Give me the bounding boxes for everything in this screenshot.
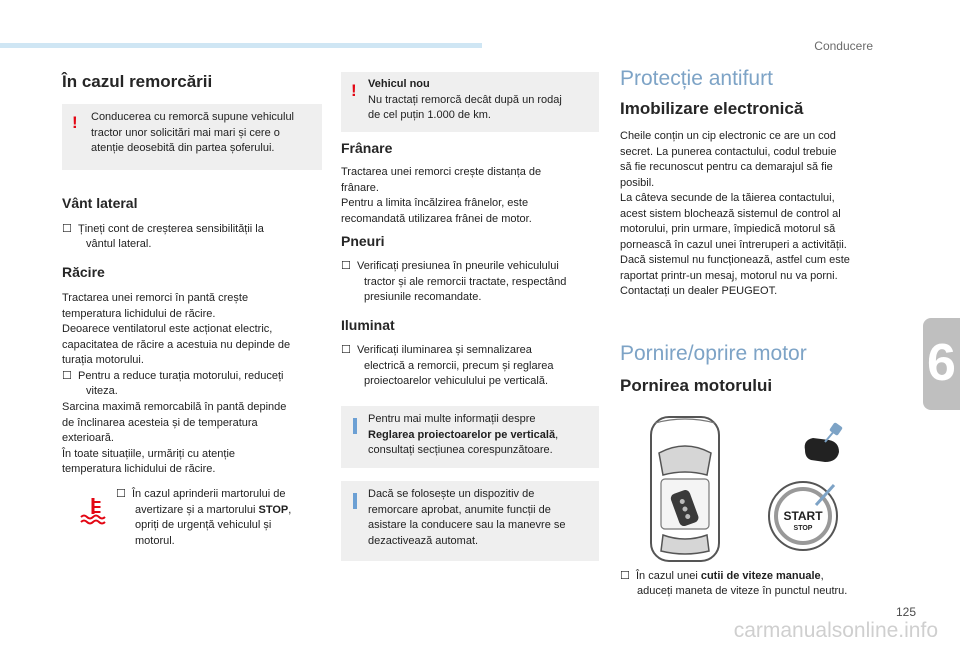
cooling-line: temperatura lichidului de răcire. xyxy=(62,307,216,320)
braking-line: frânare. xyxy=(341,181,379,194)
temp-note-line: ☐ În cazul aprinderii martorului de xyxy=(116,488,286,500)
start-label: START xyxy=(783,509,823,523)
braking-heading: Frânare xyxy=(341,140,393,156)
lighting-line: proiectoarelor vehiculului pe verticală. xyxy=(364,375,549,387)
immobiliser-line: motorului, prin urmare, împiedică motorul să xyxy=(620,223,836,235)
immobiliser-line: Dacă sistemul nu funcționează, astfel cum este xyxy=(620,254,850,266)
bullet-icon: ☐ xyxy=(116,488,126,500)
info-box-towbar xyxy=(341,481,599,561)
chapter-number: 6 xyxy=(927,334,956,392)
temp-note-line: opriți de urgență vehiculul și xyxy=(135,519,272,531)
lighting-heading: Iluminat xyxy=(341,317,395,333)
towing-warning-box xyxy=(62,104,322,170)
info-line: Dacă se folosește un dispozitiv de xyxy=(368,488,535,500)
braking-line: Tractarea unei remorci crește distanța de xyxy=(341,166,542,178)
cooling-line: exterioară. xyxy=(62,432,114,444)
info-line: consultați secțiunea corespunzătoare. xyxy=(368,444,553,456)
immobiliser-line: acest sistem blochează sistemul de control al xyxy=(620,207,841,220)
cooling-line: turația motorului. xyxy=(62,354,144,366)
temp-note-line: motorul. xyxy=(135,535,175,547)
watermark: carmanualsonline.info xyxy=(733,619,938,642)
lighting-bullet: ☐ Verificați iluminarea și semnalizarea xyxy=(341,344,532,356)
cooling-line: Sarcina maximă remorcabilă în pantă depinde xyxy=(62,401,287,413)
immobiliser-line: să fie recunoscut pentru ca demarajul să fie xyxy=(620,161,833,173)
tyres-bullet: ☐ Verificați presiunea în pneurile vehiculului xyxy=(341,260,559,272)
cooling-line: Deoarece ventilatorul este acționat electric, xyxy=(62,323,273,335)
new-vehicle-line: Nu tractați remorcă decât după un rodaj xyxy=(368,93,562,106)
warning-icon: ! xyxy=(351,81,357,100)
immobiliser-line: pornească în cazul unei întreruperi a activității. xyxy=(620,238,847,251)
antitheft-title: Protecție antifurt xyxy=(620,67,773,90)
car-with-key-illustration xyxy=(647,413,723,565)
towing-title: În cazul remorcării xyxy=(62,72,213,91)
braking-line: Pentru a limita încălzirea frânelor, este xyxy=(341,197,529,209)
stop-label: STOP xyxy=(793,525,813,532)
lighting-line: electrică a remorcii, precum și reglarea xyxy=(364,360,554,372)
press-pedal-icon xyxy=(799,420,845,466)
warning-icon: ! xyxy=(72,113,78,132)
info-icon xyxy=(353,418,357,434)
braking-line: recomandată utilizarea frânei de motor. xyxy=(341,212,532,225)
new-vehicle-warning-box xyxy=(341,72,599,132)
info-line: remorcare aprobat, anumite funcții de xyxy=(368,503,551,516)
wind-bullet: ☐ Țineți cont de creșterea sensibilității la xyxy=(62,223,264,235)
starting-heading: Pornirea motorului xyxy=(620,376,773,395)
bullet-icon: ☐ xyxy=(620,570,630,582)
info-line: dezactivează automat. xyxy=(368,534,479,547)
wind-heading: Vânt lateral xyxy=(62,195,138,211)
info-box-headlamps xyxy=(341,406,599,468)
headlamp-adjust-link: Reglarea proiectoarelor pe verticală xyxy=(368,428,556,441)
header-bar xyxy=(0,43,482,48)
warning-line: tractor unor solicitări mai mari și cere o xyxy=(91,126,280,139)
warning-line: Conducerea cu remorcă supune vehiculul xyxy=(91,111,295,123)
bullet-icon: ☐ xyxy=(62,370,72,382)
wind-bullet-cont: vântul lateral. xyxy=(86,238,152,250)
bullet-icon: ☐ xyxy=(341,260,351,272)
temp-note-line: avertizare și a martorului STOP, xyxy=(135,504,292,516)
cooling-heading: Răcire xyxy=(62,264,105,280)
info-line: Pentru mai multe informații despre xyxy=(368,413,536,425)
cooling-bullet-cont: viteza. xyxy=(86,385,118,397)
info-line: asistare la conducere sau la manevre se xyxy=(368,519,566,531)
immobiliser-line: secret. La punerea contactului, codul trebuie xyxy=(620,145,837,158)
bullet-icon: ☐ xyxy=(341,344,351,356)
tyres-heading: Pneuri xyxy=(341,233,385,249)
tyres-line: presiunile recomandate. xyxy=(364,291,482,303)
section-label: Conducere xyxy=(814,39,873,53)
bullet-icon: ☐ xyxy=(62,223,72,235)
coolant-temperature-icon xyxy=(78,496,108,526)
cooling-line: Tractarea unei remorci în pantă crește xyxy=(62,292,249,304)
tyres-line: tractor și ale remorcii tractate, respectând xyxy=(364,276,567,288)
cooling-line: de înclinarea acesteia și de temperatura xyxy=(62,416,258,429)
startstop-title: Pornire/oprire motor xyxy=(620,342,807,365)
cooling-line: În toate situațiile, urmăriți cu atenție xyxy=(62,447,236,460)
info-line: Reglarea proiectoarelor pe verticală, xyxy=(368,428,559,441)
immobiliser-line: Contactați un dealer PEUGEOT. xyxy=(620,285,778,297)
cooling-bullet: ☐ Pentru a reduce turația motorului, reduceți xyxy=(62,370,284,382)
cooling-line: capacitatea de răcire a acestuia nu depinde de xyxy=(62,338,291,351)
start-stop-button-icon xyxy=(766,479,840,553)
manual-gearbox-line: ☐ În cazul unei cutii de viteze manuale, xyxy=(620,570,824,582)
new-vehicle-title: Vehicul nou xyxy=(368,78,430,90)
manual-gearbox-line: aduceți maneta de viteze în punctul neutru. xyxy=(637,585,848,597)
info-icon xyxy=(353,493,357,509)
warning-line: atenție deosebită din partea șoferului. xyxy=(91,142,275,154)
immobiliser-line: posibil. xyxy=(620,176,655,189)
stop-warning-label: STOP xyxy=(258,504,289,516)
immobiliser-line: Cheile conțin un cip electronic ce are un cod xyxy=(620,130,836,142)
immobiliser-heading: Imobilizare electronică xyxy=(620,99,804,118)
immobiliser-line: raportat printr-un mesaj, motorul nu va porni. xyxy=(620,269,838,282)
new-vehicle-line: de cel puțin 1.000 de km. xyxy=(368,109,491,121)
page-number: 125 xyxy=(895,605,916,619)
immobiliser-line: La câteva secunde de la tăierea contactului, xyxy=(620,192,835,204)
cooling-line: temperatura lichidului de răcire. xyxy=(62,463,216,475)
chapter-tab xyxy=(923,318,960,410)
